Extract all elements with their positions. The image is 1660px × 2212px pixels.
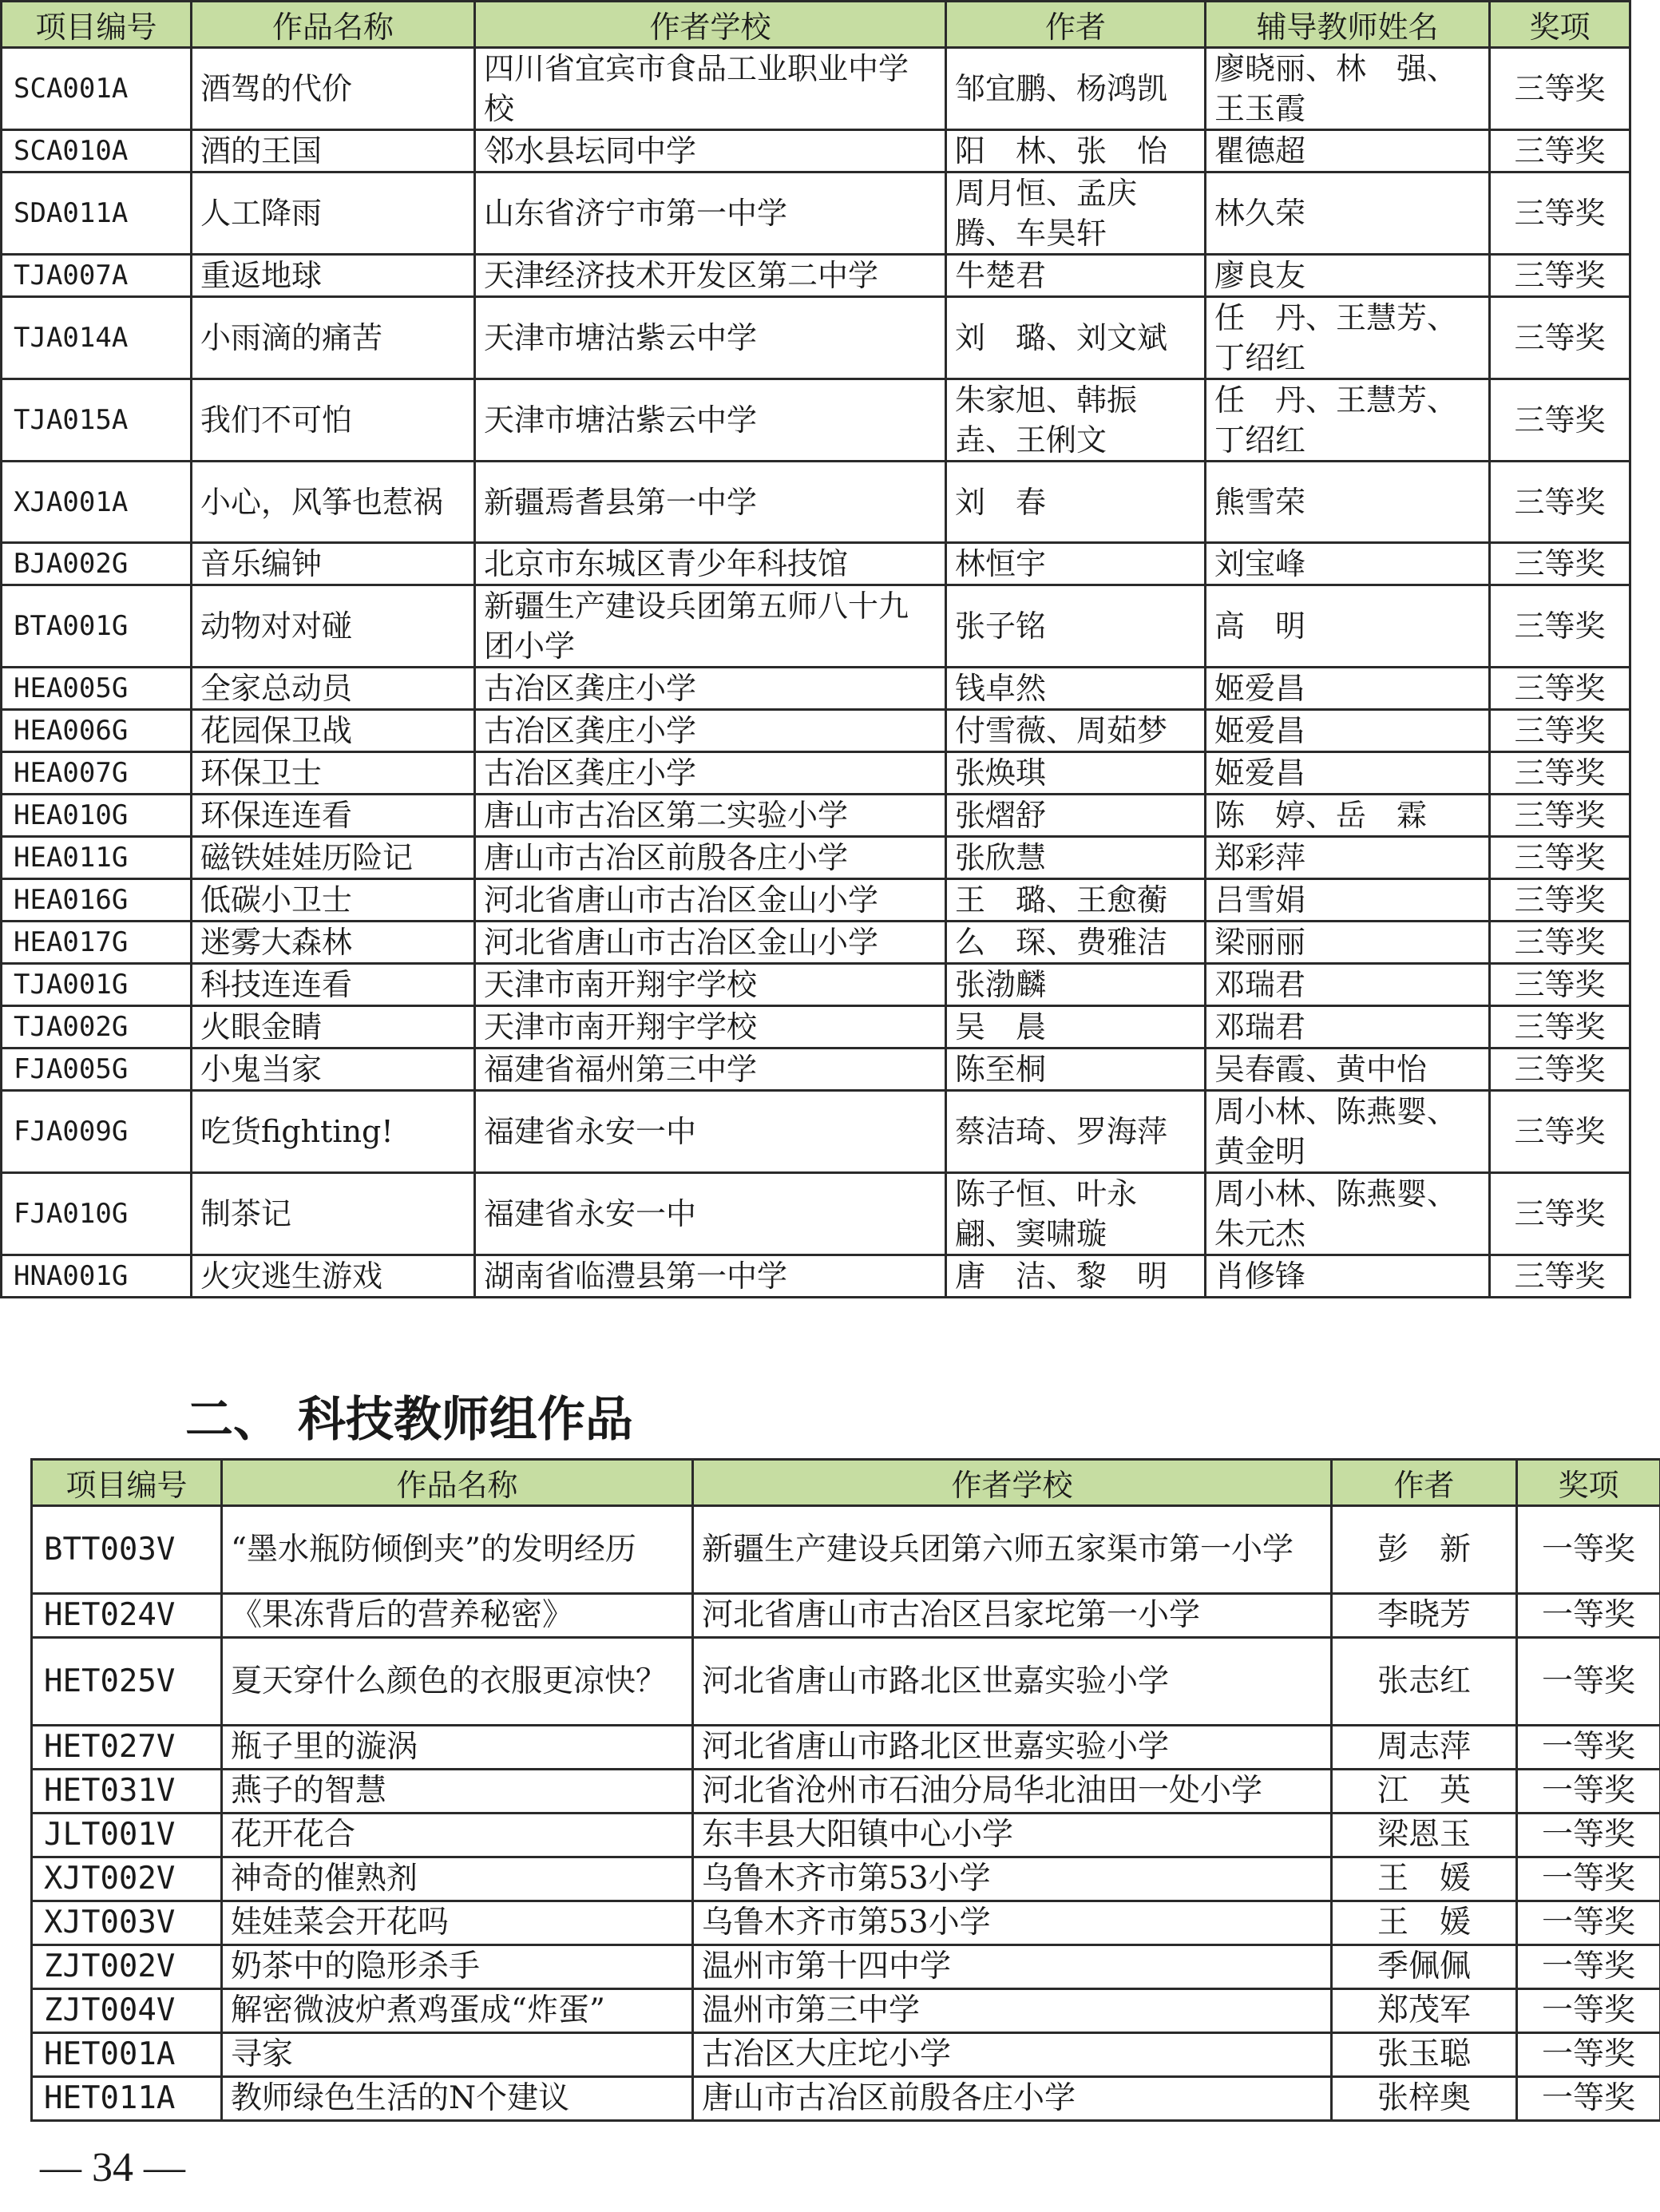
table-row	[2, 1173, 1630, 1255]
cell-author: 张玉聪	[1332, 2033, 1517, 2077]
cell-title: 夏天穿什么颜色的衣服更凉快？	[222, 1638, 693, 1726]
cell-school: 天津市南开翔宇学校	[475, 964, 946, 1006]
table-row	[2, 879, 1630, 922]
cell-school: 天津市塘沽紫云中学	[475, 379, 946, 462]
cell-author: 王 媛	[1332, 1901, 1517, 1945]
cell-title: 迷雾大森林	[192, 922, 475, 964]
cell-author: 张子铭	[946, 585, 1206, 668]
cell-prize: 一等奖	[1517, 1506, 1660, 1594]
cell-code: TJA014A	[2, 297, 192, 379]
cell-school: 河北省唐山市古冶区金山小学	[475, 922, 946, 964]
cell-prize: 三等奖	[1490, 1006, 1630, 1049]
cell-author: 王 璐、王愈蘅	[946, 879, 1206, 922]
table-row	[32, 1770, 1660, 1814]
cell-school: 天津市南开翔宇学校	[475, 1006, 946, 1049]
cell-code: HEA016G	[2, 879, 192, 922]
cell-school: 乌鲁木齐市第53小学	[693, 1901, 1332, 1945]
column-header-title: 作品名称	[222, 1460, 693, 1506]
cell-title: 人工降雨	[192, 172, 475, 255]
table-row	[2, 379, 1630, 462]
cell-prize: 三等奖	[1490, 1255, 1630, 1298]
cell-school: 天津经济技术开发区第二中学	[475, 255, 946, 297]
cell-author: 李晓芳	[1332, 1594, 1517, 1638]
cell-school: 福建省福州第三中学	[475, 1049, 946, 1091]
table-row	[2, 1255, 1630, 1298]
cell-prize: 三等奖	[1490, 130, 1630, 172]
table-row	[2, 462, 1630, 543]
table-row	[2, 543, 1630, 585]
cell-prize: 三等奖	[1490, 462, 1630, 543]
table-row	[2, 668, 1630, 710]
cell-code: HEA010G	[2, 795, 192, 837]
cell-author: 张志红	[1332, 1638, 1517, 1726]
cell-code: SDA011A	[2, 172, 192, 255]
cell-school: 古冶区大庄坨小学	[693, 2033, 1332, 2077]
cell-author: 张梓奥	[1332, 2077, 1517, 2121]
cell-school: 河北省唐山市古冶区金山小学	[475, 879, 946, 922]
cell-code: FJA005G	[2, 1049, 192, 1091]
table-row	[2, 710, 1630, 752]
cell-author: 钱卓然	[946, 668, 1206, 710]
table-row	[32, 1726, 1660, 1770]
cell-prize: 一等奖	[1517, 1901, 1660, 1945]
cell-author: 周志萍	[1332, 1726, 1517, 1770]
cell-school: 河北省唐山市路北区世嘉实验小学	[693, 1726, 1332, 1770]
cell-advisor: 廖良友	[1206, 255, 1490, 297]
cell-title: 我们不可怕	[192, 379, 475, 462]
table-row	[32, 1814, 1660, 1857]
table-header-row	[32, 1460, 1660, 1506]
cell-title: 燕子的智慧	[222, 1770, 693, 1814]
cell-code: BTA001G	[2, 585, 192, 668]
cell-code: HEA017G	[2, 922, 192, 964]
cell-prize: 一等奖	[1517, 1857, 1660, 1901]
cell-author: 刘 春	[946, 462, 1206, 543]
cell-prize: 三等奖	[1490, 255, 1630, 297]
cell-prize: 三等奖	[1490, 964, 1630, 1006]
cell-title: “墨水瓶防倾倒夹”的发明经历	[222, 1506, 693, 1594]
column-header-prize: 奖项	[1517, 1460, 1660, 1506]
cell-advisor: 周小林、陈燕婴、朱元杰	[1206, 1173, 1490, 1255]
cell-prize: 三等奖	[1490, 752, 1630, 795]
cell-prize: 一等奖	[1517, 1945, 1660, 1989]
cell-advisor: 姬爱昌	[1206, 752, 1490, 795]
cell-code: HET031V	[32, 1770, 222, 1814]
table-row	[2, 585, 1630, 668]
cell-title: 小雨滴的痛苦	[192, 297, 475, 379]
table-row	[2, 1006, 1630, 1049]
cell-title: 酒的王国	[192, 130, 475, 172]
cell-prize: 三等奖	[1490, 379, 1630, 462]
cell-author: 季佩佩	[1332, 1945, 1517, 1989]
cell-title: 瓶子里的漩涡	[222, 1726, 693, 1770]
table-row	[2, 130, 1630, 172]
cell-title: 神奇的催熟剂	[222, 1857, 693, 1901]
cell-code: FJA009G	[2, 1091, 192, 1173]
cell-code: HEA006G	[2, 710, 192, 752]
cell-prize: 三等奖	[1490, 879, 1630, 922]
cell-title: 花开花合	[222, 1814, 693, 1857]
cell-title: 制茶记	[192, 1173, 475, 1255]
cell-prize: 三等奖	[1490, 1091, 1630, 1173]
cell-author: 郑茂军	[1332, 1989, 1517, 2033]
cell-prize: 三等奖	[1490, 543, 1630, 585]
cell-title: 教师绿色生活的N个建议	[222, 2077, 693, 2121]
cell-code: ZJT004V	[32, 1989, 222, 2033]
cell-title: 磁铁娃娃历险记	[192, 837, 475, 879]
cell-school: 古冶区龚庄小学	[475, 668, 946, 710]
cell-title: 全家总动员	[192, 668, 475, 710]
cell-prize: 一等奖	[1517, 1770, 1660, 1814]
cell-author: 王 媛	[1332, 1857, 1517, 1901]
cell-code: TJA001G	[2, 964, 192, 1006]
cell-author: 陈至桐	[946, 1049, 1206, 1091]
cell-author: 牛楚君	[946, 255, 1206, 297]
cell-school: 福建省永安一中	[475, 1091, 946, 1173]
cell-code: HEA005G	[2, 668, 192, 710]
cell-advisor: 郑彩萍	[1206, 837, 1490, 879]
cell-code: BJA002G	[2, 543, 192, 585]
cell-advisor: 高 明	[1206, 585, 1490, 668]
cell-school: 新疆焉耆县第一中学	[475, 462, 946, 543]
cell-author: 付雪薇、周茹梦	[946, 710, 1206, 752]
cell-title: 科技连连看	[192, 964, 475, 1006]
cell-school: 福建省永安一中	[475, 1173, 946, 1255]
cell-title: 火眼金睛	[192, 1006, 475, 1049]
cell-code: XJT002V	[32, 1857, 222, 1901]
cell-title: 音乐编钟	[192, 543, 475, 585]
cell-title: 《果冻背后的营养秘密》	[222, 1594, 693, 1638]
cell-advisor: 姬爱昌	[1206, 668, 1490, 710]
cell-code: JLT001V	[32, 1814, 222, 1857]
table-row	[2, 48, 1630, 130]
table-row	[32, 1857, 1660, 1901]
table-row	[32, 1901, 1660, 1945]
cell-prize: 一等奖	[1517, 1594, 1660, 1638]
cell-prize: 三等奖	[1490, 297, 1630, 379]
table-row	[32, 1506, 1660, 1594]
table-row	[2, 964, 1630, 1006]
cell-advisor: 吕雪娟	[1206, 879, 1490, 922]
cell-school: 北京市东城区青少年科技馆	[475, 543, 946, 585]
column-header-advisor: 辅导教师姓名	[1206, 2, 1490, 48]
table-header-row	[2, 2, 1630, 48]
column-header-school: 作者学校	[475, 2, 946, 48]
cell-advisor: 廖晓丽、林 强、王玉霞	[1206, 48, 1490, 130]
cell-title: 低碳小卫士	[192, 879, 475, 922]
cell-advisor: 肖修锋	[1206, 1255, 1490, 1298]
cell-advisor: 熊雪荣	[1206, 462, 1490, 543]
cell-school: 河北省沧州市石油分局华北油田一处小学	[693, 1770, 1332, 1814]
cell-code: SCA001A	[2, 48, 192, 130]
column-header-title: 作品名称	[192, 2, 475, 48]
cell-author: 江 英	[1332, 1770, 1517, 1814]
cell-advisor: 吴春霞、黄中怡	[1206, 1049, 1490, 1091]
cell-author: 唐 洁、黎 明	[946, 1255, 1206, 1298]
cell-advisor: 刘宝峰	[1206, 543, 1490, 585]
cell-title: 娃娃菜会开花吗	[222, 1901, 693, 1945]
cell-school: 温州市第十四中学	[693, 1945, 1332, 1989]
column-header-school: 作者学校	[693, 1460, 1332, 1506]
table-row	[2, 795, 1630, 837]
cell-title: 奶茶中的隐形杀手	[222, 1945, 693, 1989]
cell-advisor: 梁丽丽	[1206, 922, 1490, 964]
cell-code: SCA010A	[2, 130, 192, 172]
cell-prize: 三等奖	[1490, 1049, 1630, 1091]
cell-author: 朱家旭、韩振垚、王俐文	[946, 379, 1206, 462]
cell-title: 火灾逃生游戏	[192, 1255, 475, 1298]
column-header-prize: 奖项	[1490, 2, 1630, 48]
cell-title: 小鬼当家	[192, 1049, 475, 1091]
cell-code: HET001A	[32, 2033, 222, 2077]
cell-school: 唐山市古冶区前殷各庄小学	[693, 2077, 1332, 2121]
cell-school: 邻水县坛同中学	[475, 130, 946, 172]
cell-prize: 一等奖	[1517, 2033, 1660, 2077]
cell-code: BTT003V	[32, 1506, 222, 1594]
cell-school: 河北省唐山市古冶区吕家坨第一小学	[693, 1594, 1332, 1638]
cell-title: 解密微波炉煮鸡蛋成“炸蛋”	[222, 1989, 693, 2033]
table-row	[32, 2033, 1660, 2077]
cell-prize: 一等奖	[1517, 1989, 1660, 2033]
cell-school: 新疆生产建设兵团第六师五家渠市第一小学	[693, 1506, 1332, 1594]
column-header-author: 作者	[1332, 1460, 1517, 1506]
cell-prize: 一等奖	[1517, 1814, 1660, 1857]
cell-title: 酒驾的代价	[192, 48, 475, 130]
cell-code: FJA010G	[2, 1173, 192, 1255]
cell-code: ZJT002V	[32, 1945, 222, 1989]
table-row	[32, 1945, 1660, 1989]
page-number: — 34 —	[40, 2145, 185, 2190]
table-row	[2, 752, 1630, 795]
cell-school: 新疆生产建设兵团第五师八十九团小学	[475, 585, 946, 668]
cell-code: HET011A	[32, 2077, 222, 2121]
cell-prize: 三等奖	[1490, 585, 1630, 668]
cell-prize: 一等奖	[1517, 1638, 1660, 1726]
cell-title: 动物对对碰	[192, 585, 475, 668]
cell-author: 彭 新	[1332, 1506, 1517, 1594]
cell-title: 重返地球	[192, 255, 475, 297]
cell-school: 唐山市古冶区第二实验小学	[475, 795, 946, 837]
table-row	[32, 1594, 1660, 1638]
column-header-author: 作者	[946, 2, 1206, 48]
table-row	[2, 297, 1630, 379]
cell-code: HET024V	[32, 1594, 222, 1638]
cell-title: 寻家	[222, 2033, 693, 2077]
cell-advisor: 任 丹、王慧芳、丁绍红	[1206, 297, 1490, 379]
cell-author: 张熠舒	[946, 795, 1206, 837]
cell-author: 林恒宇	[946, 543, 1206, 585]
cell-author: 邹宜鹏、杨鸿凯	[946, 48, 1206, 130]
table-row	[2, 172, 1630, 255]
cell-author: 张焕琪	[946, 752, 1206, 795]
table-row	[2, 1091, 1630, 1173]
cell-title: 环保连连看	[192, 795, 475, 837]
cell-code: HEA007G	[2, 752, 192, 795]
cell-code: HET027V	[32, 1726, 222, 1770]
cell-advisor: 瞿德超	[1206, 130, 1490, 172]
table-row	[2, 1049, 1630, 1091]
cell-code: HEA011G	[2, 837, 192, 879]
cell-prize: 三等奖	[1490, 48, 1630, 130]
cell-prize: 三等奖	[1490, 795, 1630, 837]
cell-advisor: 姬爱昌	[1206, 710, 1490, 752]
cell-author: 梁恩玉	[1332, 1814, 1517, 1857]
cell-school: 温州市第三中学	[693, 1989, 1332, 2033]
table-row	[2, 837, 1630, 879]
cell-advisor: 邓瑞君	[1206, 1006, 1490, 1049]
cell-code: HNA001G	[2, 1255, 192, 1298]
cell-school: 唐山市古冶区前殷各庄小学	[475, 837, 946, 879]
cell-author: 吴 晨	[946, 1006, 1206, 1049]
cell-school: 古冶区龚庄小学	[475, 710, 946, 752]
cell-advisor: 周小林、陈燕婴、黄金明	[1206, 1091, 1490, 1173]
cell-author: 阳 林、张 怡	[946, 130, 1206, 172]
cell-author: 么 琛、费雅洁	[946, 922, 1206, 964]
cell-advisor: 林久荣	[1206, 172, 1490, 255]
cell-prize: 一等奖	[1517, 2077, 1660, 2121]
cell-code: XJT003V	[32, 1901, 222, 1945]
cell-school: 四川省宜宾市食品工业职业中学校	[475, 48, 946, 130]
cell-author: 蔡洁琦、罗海萍	[946, 1091, 1206, 1173]
cell-school: 山东省济宁市第一中学	[475, 172, 946, 255]
cell-author: 陈子恒、叶永翩、窦啸璇	[946, 1173, 1206, 1255]
table-row	[32, 1989, 1660, 2033]
cell-school: 河北省唐山市路北区世嘉实验小学	[693, 1638, 1332, 1726]
cell-school: 东丰县大阳镇中心小学	[693, 1814, 1332, 1857]
column-header-code: 项目编号	[32, 1460, 222, 1506]
cell-advisor: 陈 婷、岳 霖	[1206, 795, 1490, 837]
table-row	[2, 922, 1630, 964]
teacher-awards-table	[30, 1458, 1660, 2122]
section-heading: 二、 科技教师组作品	[185, 1392, 633, 1448]
cell-prize: 三等奖	[1490, 837, 1630, 879]
cell-code: XJA001A	[2, 462, 192, 543]
cell-prize: 三等奖	[1490, 710, 1630, 752]
cell-code: TJA015A	[2, 379, 192, 462]
cell-title: 吃货fighting!	[192, 1091, 475, 1173]
table-row	[32, 2077, 1660, 2121]
cell-author: 张渤麟	[946, 964, 1206, 1006]
cell-school: 乌鲁木齐市第53小学	[693, 1857, 1332, 1901]
cell-author: 刘 璐、刘文斌	[946, 297, 1206, 379]
table-row	[32, 1638, 1660, 1726]
cell-code: TJA002G	[2, 1006, 192, 1049]
cell-title: 花园保卫战	[192, 710, 475, 752]
cell-school: 天津市塘沽紫云中学	[475, 297, 946, 379]
cell-title: 小心，风筝也惹祸	[192, 462, 475, 543]
cell-prize: 三等奖	[1490, 922, 1630, 964]
cell-code: HET025V	[32, 1638, 222, 1726]
cell-school: 古冶区龚庄小学	[475, 752, 946, 795]
cell-prize: 一等奖	[1517, 1726, 1660, 1770]
cell-prize: 三等奖	[1490, 668, 1630, 710]
cell-advisor: 邓瑞君	[1206, 964, 1490, 1006]
cell-author: 张欣慧	[946, 837, 1206, 879]
cell-prize: 三等奖	[1490, 1173, 1630, 1255]
cell-advisor: 任 丹、王慧芳、丁绍红	[1206, 379, 1490, 462]
cell-code: TJA007A	[2, 255, 192, 297]
cell-title: 环保卫士	[192, 752, 475, 795]
column-header-code: 项目编号	[2, 2, 192, 48]
table-row	[2, 255, 1630, 297]
cell-school: 湖南省临澧县第一中学	[475, 1255, 946, 1298]
cell-prize: 三等奖	[1490, 172, 1630, 255]
cell-author: 周月恒、孟庆腾、车昊轩	[946, 172, 1206, 255]
